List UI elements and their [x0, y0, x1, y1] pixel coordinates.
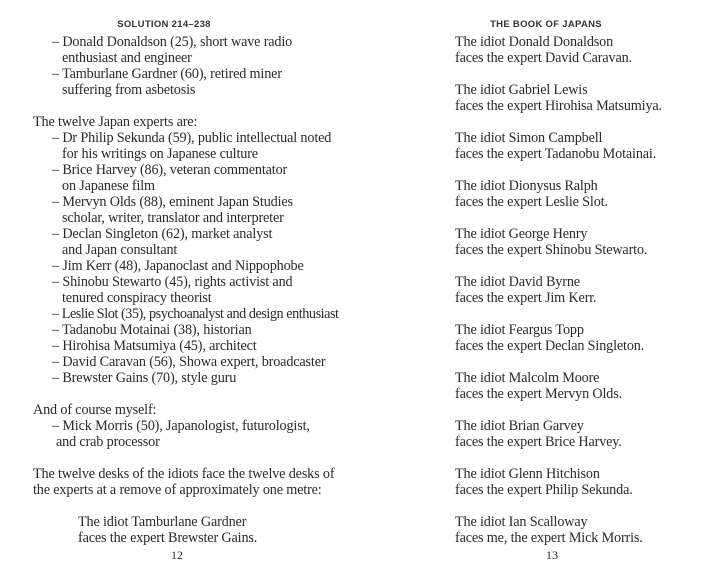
page-number-left: 12	[171, 548, 183, 562]
running-head-right: THE BOOK OF JAPANS	[490, 19, 602, 30]
pairing-idiot: The idiot Ian Scalloway	[455, 514, 588, 530]
list-item-continuation: enthusiast and engineer	[62, 50, 192, 66]
expert-item-continuation: and Japan consultant	[62, 242, 178, 258]
expert-item: – Dr Philip Sekunda (59), public intellectual noted	[52, 130, 332, 146]
pairing-expert: faces the expert Hirohisa Matsumiya.	[455, 98, 662, 114]
right-page	[364, 0, 728, 579]
list-item-first-line: – Tamburlane Gardner (60), retired miner	[52, 66, 282, 82]
expert-item: – Mervyn Olds (88), eminent Japan Studies	[52, 194, 293, 210]
pairing-expert: faces the expert Philip Sekunda.	[455, 482, 633, 498]
pairing-expert: faces the expert Brice Harvey.	[455, 434, 622, 450]
running-head-left: SOLUTION 214–238	[117, 19, 211, 30]
pairing-expert: faces the expert Shinobu Stewarto.	[455, 242, 648, 258]
myself-item: – Mick Morris (50), Japanologist, futurologist,	[52, 418, 310, 434]
pairing-idiot: The idiot Simon Campbell	[455, 130, 603, 146]
pairing-expert: faces the expert David Caravan.	[455, 50, 632, 66]
pairing-idiot: The idiot Feargus Topp	[455, 322, 584, 338]
pairing-idiot: The idiot Tamburlane Gardner	[78, 514, 247, 530]
pairing-expert: faces the expert Declan Singleton.	[455, 338, 645, 354]
pairing-idiot: The idiot Brian Garvey	[455, 418, 584, 434]
expert-item: – Jim Kerr (48), Japanoclast and Nippophobe	[52, 258, 304, 274]
pairing-idiot: The idiot David Byrne	[455, 274, 580, 290]
expert-item: – Shinobu Stewarto (45), rights activist and	[52, 274, 293, 290]
pairing-expert: faces the expert Brewster Gains.	[78, 530, 258, 546]
expert-item: – Leslie Slot (35), psychoanalyst and design enthusiast	[52, 306, 339, 322]
expert-item: – David Caravan (56), Showa expert, broadcaster	[52, 354, 326, 370]
desks-paragraph-line: the experts at a remove of approximately one metre:	[33, 482, 322, 498]
pairing-idiot: The idiot Dionysus Ralph	[455, 178, 598, 194]
pairing-expert: faces me, the expert Mick Morris.	[455, 530, 643, 546]
expert-item-continuation: on Japanese film	[62, 178, 155, 194]
pairing-idiot: The idiot Gabriel Lewis	[455, 82, 588, 98]
expert-item: – Hirohisa Matsumiya (45), architect	[52, 338, 257, 354]
pairing-expert: faces the expert Mervyn Olds.	[455, 386, 623, 402]
experts-intro: The twelve Japan experts are:	[33, 114, 198, 130]
pairing-idiot: The idiot Malcolm Moore	[455, 370, 600, 386]
pairing-idiot: The idiot George Henry	[455, 226, 588, 242]
list-item-first-line: – Donald Donaldson (25), short wave radio	[52, 34, 293, 50]
expert-item: – Brice Harvey (86), veteran commentator	[52, 162, 288, 178]
pairing-idiot: The idiot Donald Donaldson	[455, 34, 614, 50]
expert-item: – Brewster Gains (70), style guru	[52, 370, 237, 386]
desks-paragraph-line: The twelve desks of the idiots face the twelve desks of	[33, 466, 335, 482]
expert-item: – Declan Singleton (62), market analyst	[52, 226, 273, 242]
pairing-expert: faces the expert Leslie Slot.	[455, 194, 608, 210]
pairing-expert: faces the expert Tadanobu Motainai.	[455, 146, 657, 162]
myself-intro: And of course myself:	[33, 402, 157, 418]
expert-item-continuation: scholar, writer, translator and interpreter	[62, 210, 284, 226]
expert-item-continuation: tenured conspiracy theorist	[62, 290, 212, 306]
pairing-expert: faces the expert Jim Kerr.	[455, 290, 597, 306]
list-item-continuation: suffering from asbetosis	[62, 82, 196, 98]
expert-item-continuation: for his writings on Japanese culture	[62, 146, 258, 162]
myself-item-continuation: and crab processor	[56, 434, 160, 450]
page-number-right: 13	[546, 548, 558, 562]
pairing-idiot: The idiot Glenn Hitchison	[455, 466, 600, 482]
expert-item: – Tadanobu Motainai (38), historian	[52, 322, 252, 338]
